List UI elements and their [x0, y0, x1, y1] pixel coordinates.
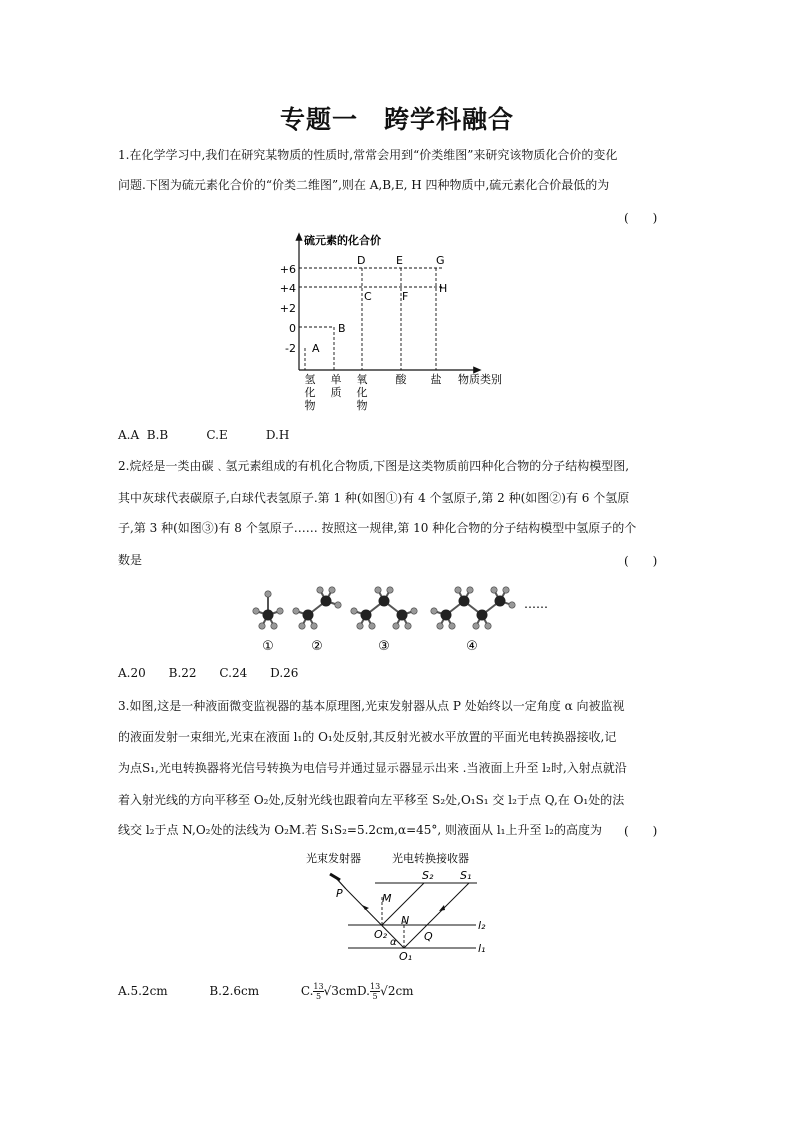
sulfur-valence-chart [270, 228, 530, 418]
q3-option-c: C. $\frac{13}{5}$ √3cm [300, 982, 357, 1001]
ytick-plus2: +2 [279, 302, 296, 315]
category-label-0: 氢化物 [304, 373, 316, 412]
model-label-2: ② [311, 639, 323, 654]
label-O1: O₁ [399, 950, 413, 963]
q2-text-line-1: 2.烷烃是一类由碳﹑氢元素组成的有机化合物质,下图是这类物质前四种化合物的分子结构模型图, [118, 459, 630, 473]
model-label-4: ④ [466, 639, 478, 654]
y-axis-label: 硫元素的化合价 [304, 234, 381, 247]
point-H: H [439, 282, 448, 295]
alkane-model-2 [293, 587, 341, 629]
ytick-zero: 0 [289, 322, 296, 335]
label-S1: S₁ [460, 869, 472, 882]
label-P: P [336, 887, 343, 900]
q3-text-line-3: 为点S₁,光电转换器将光信号转换为电信号并通过显示器显示出来 .当液面上升至 l₂时,入射点就沿 [118, 761, 627, 775]
point-B: B [338, 322, 346, 335]
q2-text-line-4: 数是 [118, 553, 143, 567]
label-l2: l₂ [478, 919, 486, 932]
emitter-device [330, 874, 340, 880]
q3-text-line-2: 的液面发射一束细光,光束在液面 l₁的 O₁处反射,其反射光被水平放置的平面光电转换器接收,记 [118, 730, 617, 744]
category-label-3: 酸 [395, 373, 407, 386]
point-F: F [402, 290, 409, 303]
ytick-plus4: +4 [279, 282, 296, 295]
q3-option-a: A.5.2cm [118, 984, 168, 998]
alkane-model-3 [351, 587, 417, 629]
liquid-level-monitor-diagram [300, 845, 510, 970]
q2-options: A.20 B.22 C.24 D.26 [118, 666, 299, 680]
label-O2: O₂ [374, 928, 388, 941]
alkane-model-4 [431, 587, 515, 629]
q1-text-line-1: 1.在化学学习中,我们在研究某物质的性质时,常常会用到“价类维图”来研究该物质化合价的变化 [118, 148, 618, 162]
point-C: C [364, 290, 372, 303]
ytick-plus6: +6 [279, 263, 296, 276]
q3-text-line-1: 3.如图,这是一种液面微变监视器的基本原理图,光束发射器从点 P 处始终以一定角度 α 向被监视 [118, 699, 625, 713]
q3-text-line-5: 线交 l₂于点 N,O₂处的法线为 O₂M.若 S₁S₂=5.2cm,α=45°, 则液面从 l₁上升至 l₂的高度为 [118, 823, 602, 837]
point-E: E [396, 254, 403, 267]
q2-text-line-3: 子,第 3 种(如图③)有 8 个氢原子…… 按照这一规律,第 10 种化合物的分子结构模型中氢原子的个 [118, 521, 637, 535]
q1-options: A.A B.B C.E D.H [118, 428, 290, 442]
models-ellipsis: …… [524, 597, 548, 611]
q3-text-line-4: 着入射光线的方向平移至 O₂处,反射光线也跟着向左平移至 S₂处,O₁S₁ 交 l₂于点 Q,在 O₁处的法 [118, 793, 625, 807]
q3-answer-bracket: ( ) [624, 824, 658, 838]
category-label-2: 氧化物 [356, 373, 368, 412]
model-label-1: ① [262, 639, 274, 654]
alkane-molecule-models [240, 578, 570, 658]
point-G: G [436, 254, 445, 267]
label-Q: Q [424, 930, 433, 943]
label-N: N [401, 914, 410, 927]
q1-answer-bracket: ( ) [624, 211, 658, 225]
page-title: 专题一 跨学科融合 [279, 105, 514, 134]
point-D: D [357, 254, 366, 267]
label-M: M [382, 892, 392, 905]
receiver-label: 光电转换接收器 [392, 852, 469, 865]
q1-text-line-2: 问题.下图为硫元素化合价的“价类二维图”,则在 A,B,E, H 四种物质中,硫元素化合价最低的为 [118, 178, 610, 192]
category-label-4: 盐 [430, 373, 442, 386]
x-axis-label: 物质类别 [458, 373, 502, 386]
q3-option-d: D. $\frac{13}{5}$ √2cm [356, 982, 414, 1001]
point-A: A [312, 342, 320, 355]
label-S2: S₂ [422, 869, 434, 882]
category-label-1: 单质 [330, 373, 342, 399]
label-alpha: α [390, 937, 397, 948]
ytick-minus2: -2 [285, 342, 296, 355]
q3-options [118, 982, 414, 1001]
q2-answer-bracket: ( ) [624, 554, 658, 568]
q3-option-b: B.2.6cm [209, 984, 260, 998]
model-label-3: ③ [378, 639, 390, 654]
alkane-model-1 [253, 591, 283, 629]
emitter-label: 光束发射器 [306, 852, 361, 865]
q2-text-line-2: 其中灰球代表碳原子,白球代表氢原子.第 1 种(如图①)有 4 个氢原子,第 2 种(如图②)有 6 个氢原 [118, 491, 630, 505]
label-l1: l₁ [478, 942, 486, 955]
